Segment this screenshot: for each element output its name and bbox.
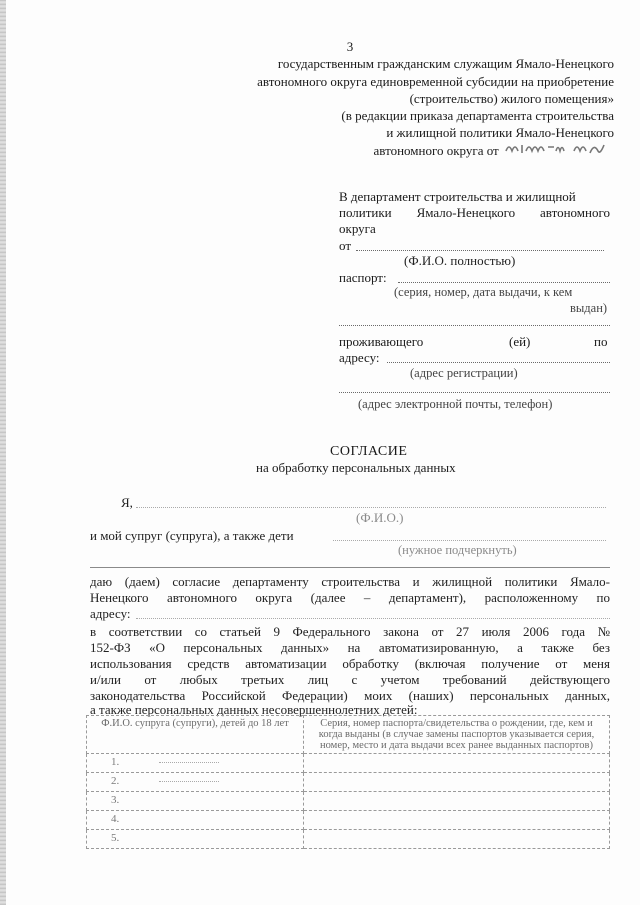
table-cell-fio[interactable] xyxy=(87,754,304,773)
row-number: 5. xyxy=(111,832,120,844)
handwritten-date-stamp xyxy=(504,141,614,158)
table-header-row xyxy=(87,716,610,754)
row-number: 2. xyxy=(111,775,120,787)
from-label: от xyxy=(339,238,352,253)
table-row xyxy=(87,792,610,811)
department-address-field[interactable] xyxy=(136,618,610,619)
underline-hint: (нужное подчеркнуть) xyxy=(398,543,517,557)
header-line-2: автономного округа единовременной субсидии на приобретение xyxy=(257,74,614,89)
address-label: адресу: xyxy=(339,350,380,365)
paragraph-1-line-2: Ненецкого автономного округа (далее – департамент), расположенному по xyxy=(90,590,610,605)
paragraph-2-line-1: в соответствии со статьей 9 Федерального закона от 27 июля 2006 года № xyxy=(90,624,610,639)
contact-hint: (адрес электронной почты, телефон) xyxy=(358,397,553,411)
row-number: 4. xyxy=(111,813,120,825)
table-header-documents: Серия, номер паспорта/свидетельства о рождении, где, кем и когда выданы (в случае замены паспортов указывается серия, номер, место и дата выдачи всех ранее выданных паспортов) xyxy=(304,716,610,754)
scan-edge xyxy=(0,0,6,905)
i-label: Я, xyxy=(121,495,133,510)
row-number: 3. xyxy=(111,794,120,806)
header-line-1: государственным гражданским служащим Ямало-Ненецкого xyxy=(277,56,614,71)
row-number: 1. xyxy=(111,756,120,768)
divider-line xyxy=(90,567,610,568)
header-line-3: (строительство) жилого помещения» xyxy=(409,91,614,106)
table-cell-document[interactable] xyxy=(304,773,610,792)
header-line-6-text: автономного округа от xyxy=(373,143,499,158)
table-cell-document[interactable] xyxy=(304,830,610,849)
addressee-line-1: В департамент строительства и жилищной xyxy=(339,189,576,204)
paragraph-1-line-3: адресу: xyxy=(90,606,131,621)
document-title: СОГЛАСИЕ xyxy=(330,444,408,459)
paragraph-2-line-5: законодательства Российской Федерации) моих (наших) персональных данных, xyxy=(90,688,610,703)
family-documents-table xyxy=(86,715,610,849)
paragraph-2-line-6: а также персональных данных несовершеннолетних детей: xyxy=(90,702,418,717)
header-line-4: (в редакции приказа департамента строительства xyxy=(341,108,614,123)
table-row xyxy=(87,773,610,792)
paragraph-2-line-3: использования средств автоматизации обработку (включая получение от меня xyxy=(90,656,610,671)
handwritten-date-icon xyxy=(504,141,614,155)
residing-word-1: проживающего xyxy=(339,334,424,349)
applicant-fio-field[interactable] xyxy=(136,507,606,508)
passport-field-continued[interactable] xyxy=(339,325,610,326)
row-fill-line xyxy=(159,781,219,782)
spouse-children-line: и мой супруг (супруга), а также дети xyxy=(90,528,294,543)
passport-label: паспорт: xyxy=(339,270,387,285)
registration-hint: (адрес регистрации) xyxy=(410,366,518,380)
fio-full-hint: (Ф.И.О. полностью) xyxy=(404,253,516,268)
table-cell-fio[interactable] xyxy=(87,830,304,849)
table-row xyxy=(87,811,610,830)
table-cell-fio[interactable] xyxy=(87,773,304,792)
addressee-line-2: политики Ямало-Ненецкого автономного xyxy=(339,205,610,220)
from-fio-field[interactable] xyxy=(356,250,604,251)
table-header-fio: Ф.И.О. супруга (супруги), детей до 18 лет xyxy=(87,716,304,754)
residing-word-3: по xyxy=(594,334,608,349)
passport-field[interactable] xyxy=(398,282,610,283)
table-cell-document[interactable] xyxy=(304,792,610,811)
table-cell-document[interactable] xyxy=(304,754,610,773)
table-cell-document[interactable] xyxy=(304,811,610,830)
page-number: 3 xyxy=(346,39,354,54)
table-row xyxy=(87,830,610,849)
contact-field[interactable] xyxy=(339,392,610,393)
header-line-5: и жилищной политики Ямало-Ненецкого xyxy=(386,125,614,140)
row-fill-line xyxy=(159,762,219,763)
paragraph-2-line-4: и/или от любых третьих лиц с учетом требований действующего xyxy=(90,672,610,687)
passport-hint-kem: кем xyxy=(553,285,573,299)
address-field[interactable] xyxy=(387,362,610,363)
document-subtitle: на обработку персональных данных xyxy=(256,460,456,475)
passport-hint-text: (серия, номер, дата выдачи, к xyxy=(394,285,550,299)
passport-hint-line-1 xyxy=(394,285,572,300)
table-cell-fio[interactable] xyxy=(87,792,304,811)
fio-hint: (Ф.И.О.) xyxy=(356,510,404,525)
table-row xyxy=(87,754,610,773)
paragraph-2-line-2: 152-ФЗ «О персональных данных» на автоматизированную, а также без xyxy=(90,640,610,655)
spouse-children-field[interactable] xyxy=(333,540,606,541)
residing-word-2: (ей) xyxy=(509,334,531,349)
table-cell-fio[interactable] xyxy=(87,811,304,830)
passport-hint-line-2: выдан) xyxy=(570,301,608,315)
addressee-line-3: округа xyxy=(339,221,376,236)
header-line-6 xyxy=(373,141,614,159)
paragraph-1-line-1: даю (даем) согласие департаменту строительства и жилищной политики Ямало- xyxy=(90,574,610,589)
